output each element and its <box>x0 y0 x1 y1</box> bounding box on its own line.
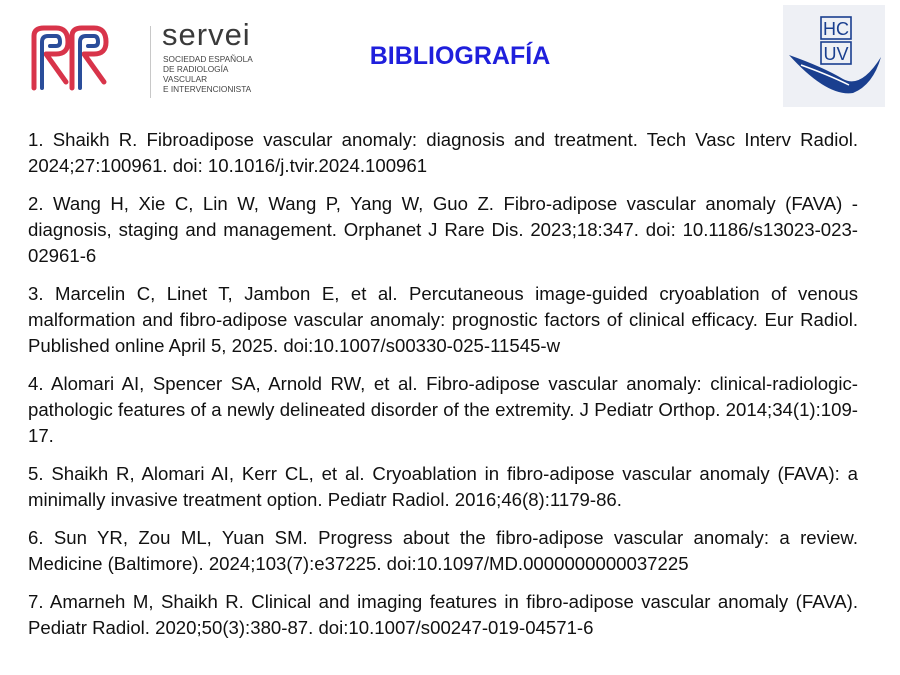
servei-wordmark: servei <box>162 17 251 52</box>
reference-item: 1. Shaikh R. Fibroadipose vascular anomaly: diagnosis and treatment. Tech Vasc Interv Radiol. 2024;27:100961. doi: 10.1016/j.tvir.2024.100961 <box>28 129 858 176</box>
servei-logo-mark <box>26 22 114 92</box>
servei-subtitle-line: E INTERVENCIONISTA <box>163 84 252 94</box>
hcuv-logo-text-bottom: UV <box>823 44 849 64</box>
logo-divider <box>150 26 151 98</box>
servei-subtitle-line: SOCIEDAD ESPAÑOLA <box>163 54 253 64</box>
page-title: BIBLIOGRAFÍA <box>369 42 551 70</box>
hcuv-logo-text-top: HC <box>823 19 849 39</box>
servei-logo <box>26 18 256 98</box>
hcuv-logo-mark <box>783 5 885 107</box>
hcuv-logo <box>783 5 885 107</box>
reference-item: 2. Wang H, Xie C, Lin W, Wang P, Yang W, Guo Z. Fibro-adipose vascular anomaly (FAVA) - diagnosis, staging and management. Orphanet J Rare Dis. 2023;18:347. doi: 10.1186/s13023-023-02961-6 <box>28 193 858 266</box>
reference-list <box>28 127 858 653</box>
reference-item: 3. Marcelin C, Linet T, Jambon E, et al. Percutaneous image-guided cryoablation of venous malformation and fibro-adipose vascular anomaly: prognostic factors of clinical efficacy. Eur Radiol. Published online April 5, 2025. doi:10.1007/s00330-025-11545-w <box>28 283 858 356</box>
servei-subtitle <box>163 54 273 94</box>
reference-item: 5. Shaikh R, Alomari AI, Kerr CL, et al. Cryoablation in fibro-adipose vascular anomaly (FAVA): a minimally invasive treatment option. Pediatr Radiol. 2016;46(8):1179-86. <box>28 463 858 510</box>
reference-item: 7. Amarneh M, Shaikh R. Clinical and imaging features in fibro-adipose vascular anomaly (FAVA). Pediatr Radiol. 2020;50(3):380-87. doi:10.1007/s00247-019-04571-6 <box>28 591 858 638</box>
slide-header <box>0 0 900 110</box>
servei-subtitle-line: DE RADIOLOGÍA <box>163 64 229 74</box>
reference-item: 6. Sun YR, Zou ML, Yuan SM. Progress about the fibro-adipose vascular anomaly: a review. Medicine (Baltimore). 2024;103(7):e37225. doi:10.1097/MD.0000000000037225 <box>28 527 858 574</box>
servei-subtitle-line: VASCULAR <box>163 74 208 84</box>
reference-item: 4. Alomari AI, Spencer SA, Arnold RW, et al. Fibro-adipose vascular anomaly: clinical-radiologic-pathologic features of a newly delineated disorder of the extremity. J Pediatr Orthop. 2014;34(1):109-17. <box>28 373 858 446</box>
